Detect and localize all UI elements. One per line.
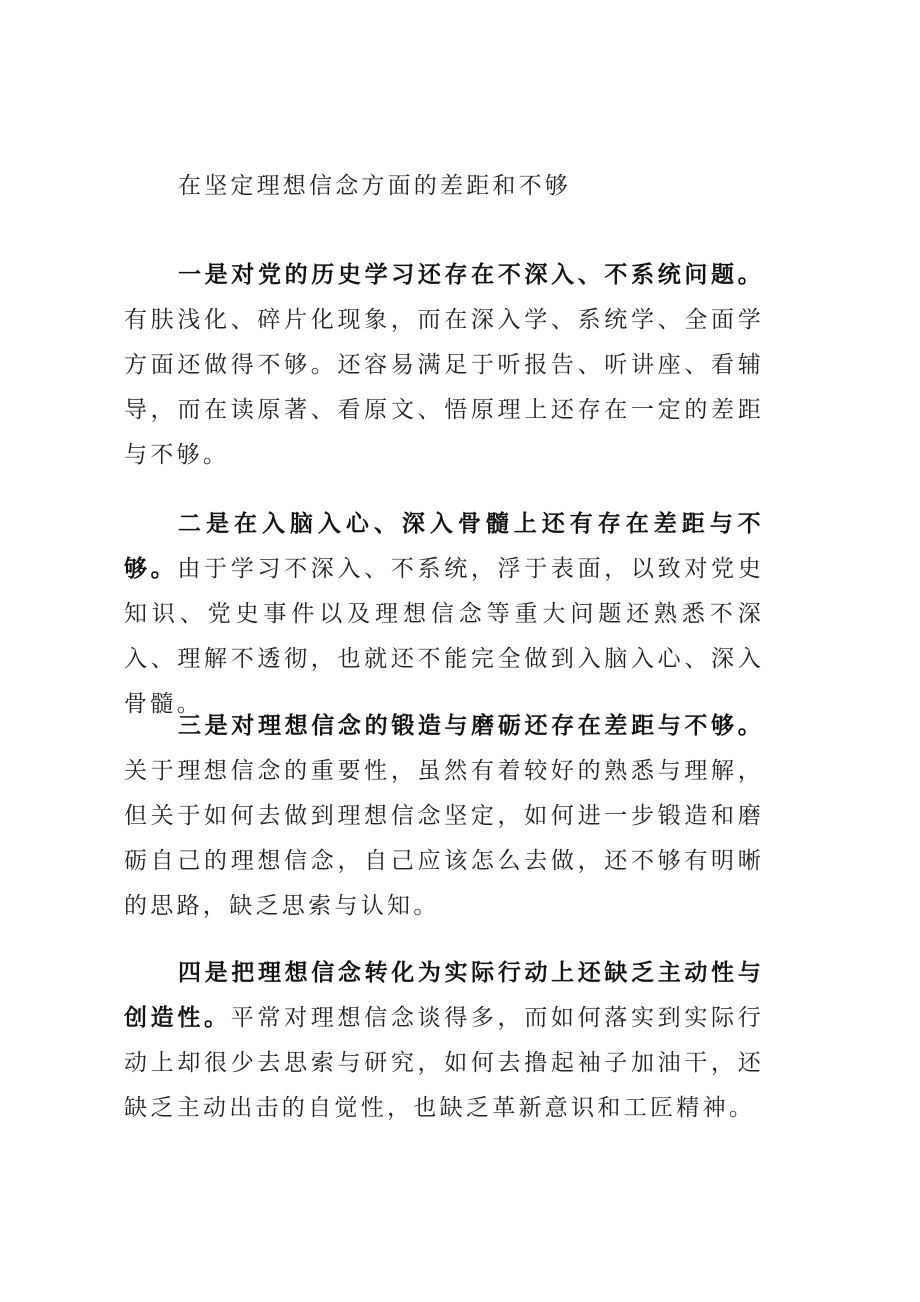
section-heading: 在坚定理想信念方面的差距和不够 [178, 173, 571, 199]
paragraph-3-lead: 三是对理想信念的锻造与磨砺还存在差距与不够。 [178, 713, 764, 739]
paragraph-2-body: 由于学习不深入、不系统，浮于表面，以致对党史知识、党史事件以及理想信念等重大问题还熟悉不深入、理解不透彻，也就还不能完全做到入脑入心、深入骨髓。 [124, 556, 764, 717]
paragraph-1 [124, 253, 764, 478]
paragraph-1-lead: 一是对党的历史学习还存在不深入、不系统问题。 [178, 262, 764, 288]
paragraph-4 [124, 951, 764, 1131]
paragraph-4-body: 平常对理想信念谈得多，而如何落实到实际行动上却很少去思索与研究，如何去撸起袖子加油干，还缺乏主动出击的自觉性，也缺乏革新意识和工匠精神。 [124, 1005, 765, 1121]
paragraph-2 [124, 502, 764, 727]
paragraph-2-lead: 二是在入脑入心、深入骨髓上还有存在差距与不够。 [124, 511, 764, 582]
paragraph-3-body: 关于理想信念的重要性，虽然有着较好的熟悉与理解，但关于如何去做到理想信念坚定，如何进一步锻造和磨砺自己的理想信念，自己应该怎么去做，还不够有明晰的思路，缺乏思索与认知。 [124, 758, 764, 919]
paragraph-4-lead: 四是把理想信念转化为实际行动上还缺乏主动性与创造性。 [124, 960, 764, 1031]
paragraph-1-body: 有肤浅化、碎片化现象，而在深入学、系统学、全面学方面还做得不够。还容易满足于听报告、听讲座、看辅导，而在读原著、看原文、悟原理上还存在一定的差距与不够。 [124, 307, 764, 468]
paragraph-3 [124, 704, 764, 929]
